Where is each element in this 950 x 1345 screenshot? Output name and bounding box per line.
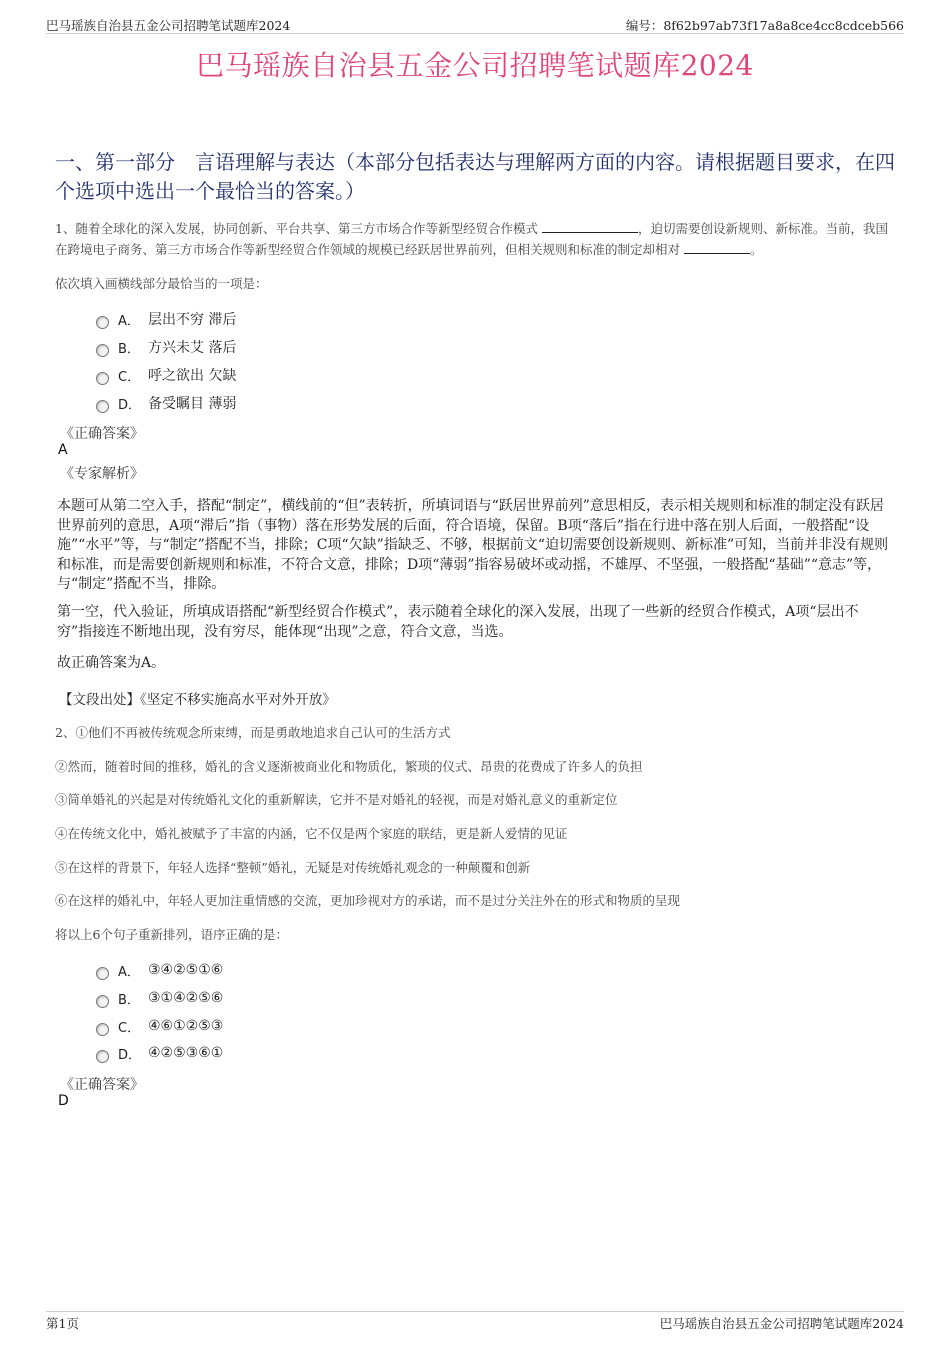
- q2-answer: D: [58, 1093, 69, 1109]
- header-divider: [46, 33, 904, 34]
- option-text: 方兴未艾 落后: [148, 340, 237, 356]
- q1-answer-label: 《正确答案》: [60, 426, 144, 442]
- q2-sentence: 2、①他们不再被传统观念所束缚，而是勇敢地追求自己认可的生活方式: [55, 725, 451, 740]
- option-text: ④⑥①②⑤③: [148, 1018, 224, 1034]
- section-heading: 一、第一部分 言语理解与表达（本部分包括表达与理解两方面的内容。请根据题目要求，在四个选项中选出一个最恰当的答案。）: [55, 150, 895, 203]
- radio-button-icon[interactable]: [96, 1050, 109, 1063]
- radio-button-icon[interactable]: [96, 1023, 109, 1036]
- q1-source: 【文段出处】《坚定不移实施高水平对外开放》: [59, 692, 336, 708]
- option-letter: C．: [118, 369, 141, 385]
- q1-stem-part2: ，迫切需要创设新规则、新标准。当前，我国在跨境电子商务、第三方市场合作等新型经贸合作领域的规模已经跃居世界前列，但相关规则和标准的制定却相对: [55, 221, 888, 257]
- radio-button-icon[interactable]: [96, 344, 109, 357]
- q1-blank-1: [542, 220, 638, 233]
- q1-analysis-paragraph: 第一空，代入验证，所填成语搭配“新型经贸合作模式”，表示随着全球化的深入发展，出现了一些新的经贸合作模式，A项“层出不穷”指接连不断地出现，没有穷尽，能体现“出现”之意，符合文意，当选。: [57, 604, 859, 640]
- q2-prompt: 将以上6个句子重新排列，语序正确的是：: [55, 927, 288, 942]
- radio-button-icon[interactable]: [96, 995, 109, 1008]
- q1-analysis-label: 《专家解析》: [60, 466, 144, 482]
- option-text: 层出不穷 滞后: [148, 312, 237, 328]
- option-letter: D．: [118, 397, 142, 413]
- q1-option-d[interactable]: [96, 393, 236, 413]
- q2-option-b[interactable]: [96, 988, 223, 1008]
- option-letter: B．: [118, 992, 140, 1008]
- q2-option-a[interactable]: [96, 960, 223, 980]
- q1-option-c[interactable]: [96, 365, 236, 385]
- q2-sentence: ②然而，随着时间的推移，婚礼的含义逐渐被商业化和物质化，繁琐的仪式、昂贵的花费成了许多人的负担: [55, 759, 643, 774]
- q1-option-a[interactable]: [96, 309, 236, 329]
- footer-doc-title: 巴马瑶族自治县五金公司招聘笔试题库2024: [659, 1316, 904, 1331]
- option-text: ③①④②⑤⑥: [148, 990, 224, 1006]
- q2-sentence: ③简单婚礼的兴起是对传统婚礼文化的重新解读，它并不是对婚礼的轻视，而是对婚礼意义的重新定位: [55, 792, 618, 807]
- radio-button-icon[interactable]: [96, 400, 109, 413]
- page-number: 第1页: [46, 1316, 79, 1331]
- q1-blank-2: [684, 241, 750, 254]
- q2-option-d[interactable]: [96, 1043, 223, 1063]
- q1-prompt: 依次填入画横线部分最恰当的一项是：: [55, 276, 268, 291]
- footer-divider: [46, 1311, 904, 1312]
- radio-button-icon[interactable]: [96, 316, 109, 329]
- page-title: 巴马瑶族自治县五金公司招聘笔试题库2024: [196, 49, 754, 82]
- q2-answer-label: 《正确答案》: [60, 1077, 144, 1093]
- q1-stem-part1: 1、随着全球化的深入发展，协同创新、平台共享、第三方市场合作等新型经贸合作模式: [55, 221, 538, 236]
- q2-option-c[interactable]: [96, 1016, 223, 1036]
- option-text: ③④②⑤①⑥: [148, 962, 224, 978]
- q1-stem-part3: 。: [750, 242, 763, 257]
- q1-option-b[interactable]: [96, 337, 236, 357]
- option-letter: D．: [118, 1047, 142, 1063]
- header-doc-number: 编号：8f62b97ab73f17a8a8ce4cc8cdceb566: [625, 18, 904, 33]
- page-header: [46, 14, 904, 34]
- option-letter: C．: [118, 1020, 141, 1036]
- option-letter: A．: [118, 964, 140, 980]
- option-text: 备受瞩目 薄弱: [148, 396, 237, 412]
- option-text: ④②⑤③⑥①: [148, 1045, 224, 1061]
- option-letter: B．: [118, 341, 140, 357]
- header-doc-title: 巴马瑶族自治县五金公司招聘笔试题库2024: [46, 18, 291, 33]
- option-text: 呼之欲出 欠缺: [148, 368, 237, 384]
- q1-analysis-conclusion: 故正确答案为A。: [57, 655, 166, 671]
- radio-button-icon[interactable]: [96, 967, 109, 980]
- q1-stem: [55, 218, 890, 260]
- radio-button-icon[interactable]: [96, 372, 109, 385]
- q1-answer: A: [58, 442, 68, 458]
- page-footer: [46, 1314, 904, 1334]
- q2-sentence: ⑥在这样的婚礼中，年轻人更加注重情感的交流，更加珍视对方的承诺，而不是过分关注外在的形式和物质的呈现: [55, 893, 681, 908]
- q2-sentence: ⑤在这样的背景下，年轻人选择“整顿”婚礼，无疑是对传统婚礼观念的一种颠覆和创新: [55, 860, 531, 875]
- q2-sentence: ④在传统文化中，婚礼被赋予了丰富的内涵，它不仅是两个家庭的联结，更是新人爱情的见证: [55, 826, 568, 841]
- q1-analysis-paragraph: 本题可从第二空入手，搭配“制定”，横线前的“但”表转折，所填词语与“跃居世界前列”意思相反，表示相关规则和标准的制定没有跃居世界前列的意思，A项“滞后”指（事物）落在形势发展的后面，符合语境，保留。B项“落后”指在行进中落在别人后面，一般搭配“设施”“水平”等，与“制定”搭配不当，排除；C项“欠缺”指缺乏、不够，根据前文“迫切需要创设新规则、新标准”可知，当前并非没有规则和标准，而是需要创新规则和标准，不符合文意，排除；D项“薄弱”指容易破坏或动摇，不雄厚、不坚强，一般搭配“基础”“意志”等，与“制定”搭配不当，排除。: [57, 498, 889, 592]
- option-letter: A．: [118, 313, 140, 329]
